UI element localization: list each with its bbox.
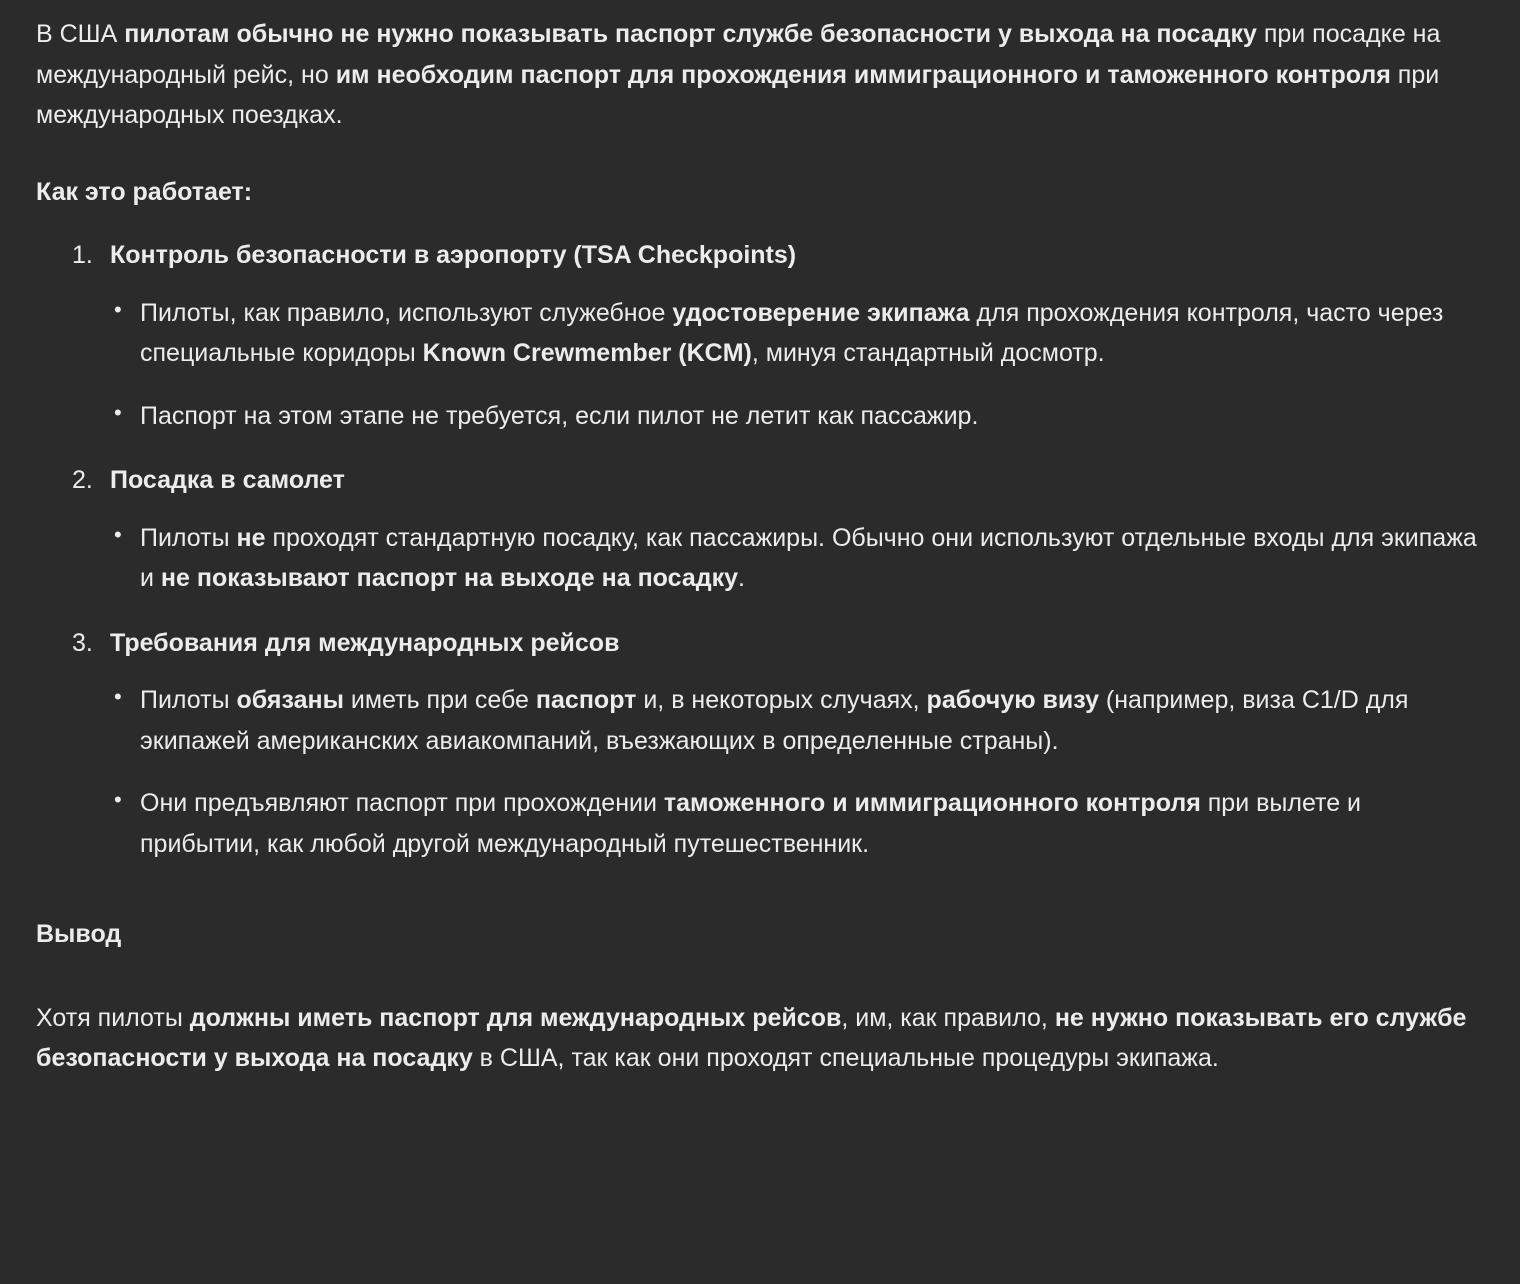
conclusion-heading: Вывод	[36, 920, 122, 948]
step-bullets	[110, 680, 1482, 864]
list-item: • Они предъявляют паспорт при прохождении таможенного и иммиграционного контроля при вылете и прибытии, как любой другой международный путешественник.	[110, 783, 1482, 864]
step-bullets	[110, 293, 1482, 437]
list-item: • Паспорт на этом этапе не требуется, если пилот не летит как пассажир.	[110, 396, 1482, 437]
step-bullets	[110, 518, 1482, 599]
step-title: Контроль безопасности в аэропорту (TSA Checkpoints)	[110, 241, 797, 269]
intro-paragraph: В США пилотам обычно не нужно показывать паспорт службе безопасности у выхода на посадку при посадке на международный рейс, но им необходим паспорт для прохождения иммиграционного и таможенного контроля при международных поездках.	[36, 20, 1441, 129]
step-title: Требования для международных рейсов	[110, 628, 620, 657]
list-item: • Пилоты, как правило, используют служебное удостоверение экипажа для прохождения контроля, часто через специальные коридоры Known Crewmember (KCM), минуя стандартный досмотр.	[110, 293, 1482, 374]
list-item	[36, 462, 1482, 599]
list-item	[36, 625, 1482, 865]
list-item: • Пилоты обязаны иметь при себе паспорт и, в некоторых случаях, рабочую визу (например, виза C1/D для экипажей американских авиакомпаний, въезжающих в определенные страны).	[110, 680, 1482, 761]
conclusion-paragraph: Хотя пилоты должны иметь паспорт для международных рейсов, им, как правило, не нужно показывать его службе безопасности у выхода на посадку в США, так как они проходят специальные процедуры экипажа.	[36, 1003, 1467, 1072]
how-it-works-heading: Как это работает:	[36, 177, 253, 206]
step-title: Посадка в самолет	[110, 466, 345, 494]
steps-list	[36, 237, 1482, 864]
list-item: • Пилоты не проходят стандартную посадку, как пассажиры. Обычно они используют отдельные входы для экипажа и не показывают паспорт на выходе на посадку.	[110, 518, 1482, 599]
list-item	[36, 237, 1482, 436]
